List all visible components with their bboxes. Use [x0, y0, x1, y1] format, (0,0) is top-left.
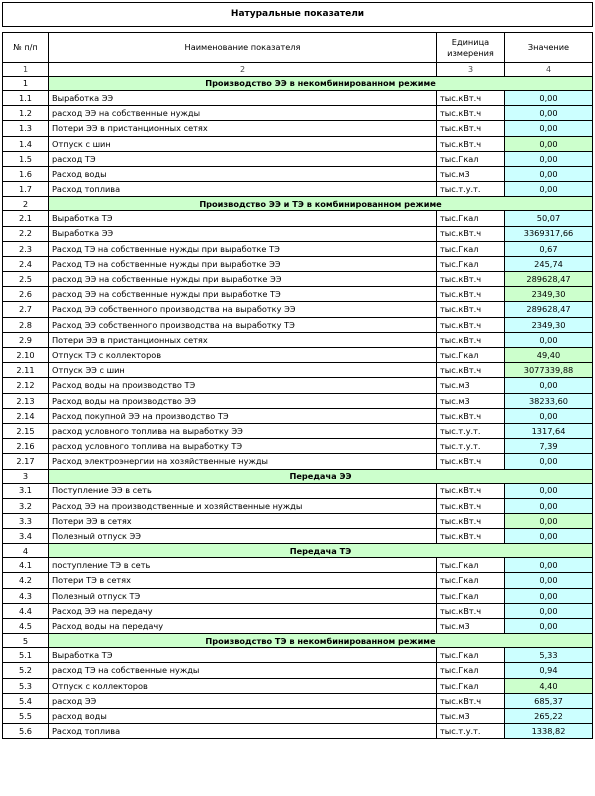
header-value: Значение [505, 33, 593, 63]
table-row [3, 498, 593, 513]
section-row [3, 634, 593, 648]
section-number: 5 [3, 634, 49, 648]
row-number: 1.2 [3, 106, 49, 121]
row-number: 2.3 [3, 241, 49, 256]
value-cell[interactable]: 0,00 [505, 166, 593, 181]
unit-cell: тыс.т.у.т. [437, 439, 505, 454]
indicator-name: расход ЭЭ на собственные нужды при выработке ЭЭ [49, 272, 437, 287]
header-name: Наименование показателя [49, 33, 437, 63]
indicator-name: Выработка ЭЭ [49, 226, 437, 241]
unit-cell: тыс.кВт.ч [437, 498, 505, 513]
table-row [3, 588, 593, 603]
table-row [3, 363, 593, 378]
table-row [3, 182, 593, 197]
unit-cell: тыс.м3 [437, 619, 505, 634]
value-cell[interactable]: 3077339,88 [505, 363, 593, 378]
table-row [3, 256, 593, 271]
row-number: 2.14 [3, 408, 49, 423]
indicator-name: Отпуск ЭЭ с шин [49, 363, 437, 378]
row-number: 5.1 [3, 648, 49, 663]
table-row [3, 332, 593, 347]
header-unit: Единица измерения [437, 33, 505, 63]
indicator-name: Отпуск с шин [49, 136, 437, 151]
row-number: 2.4 [3, 256, 49, 271]
header-num: № п/п [3, 33, 49, 63]
indicator-name: Расход ЭЭ на производственные и хозяйственные нужды [49, 498, 437, 513]
section-row [3, 544, 593, 558]
column-number: 3 [437, 63, 505, 77]
section-row [3, 469, 593, 483]
section-row [3, 77, 593, 91]
indicator-name: Потери ЭЭ в пристанционных сетях [49, 332, 437, 347]
table-row [3, 573, 593, 588]
value-cell[interactable]: 5,33 [505, 648, 593, 663]
value-cell[interactable]: 49,40 [505, 348, 593, 363]
value-cell[interactable]: 0,00 [505, 106, 593, 121]
table-row [3, 454, 593, 469]
section-number: 1 [3, 77, 49, 91]
section-title: Производство ЭЭ и ТЭ в комбинированном режиме [49, 197, 593, 211]
value-cell[interactable]: 0,00 [505, 182, 593, 197]
row-number: 2.6 [3, 287, 49, 302]
unit-cell: тыс.кВт.ч [437, 408, 505, 423]
row-number: 2.1 [3, 211, 49, 226]
indicator-name: расход ЭЭ [49, 693, 437, 708]
value-cell[interactable]: 0,00 [505, 619, 593, 634]
indicator-name: Поступление ЭЭ в сеть [49, 483, 437, 498]
value-cell[interactable]: 265,22 [505, 708, 593, 723]
indicator-name: поступление ТЭ в сеть [49, 558, 437, 573]
table-row [3, 483, 593, 498]
unit-cell: тыс.м3 [437, 708, 505, 723]
row-number: 2.7 [3, 302, 49, 317]
unit-cell: тыс.кВт.ч [437, 136, 505, 151]
table-row [3, 529, 593, 544]
indicator-name: Потери ЭЭ в сетях [49, 513, 437, 528]
indicator-name: Расход ЭЭ собственного производства на выработку ЭЭ [49, 302, 437, 317]
value-cell[interactable]: 3369317,66 [505, 226, 593, 241]
table-row [3, 513, 593, 528]
unit-cell: тыс.Гкал [437, 241, 505, 256]
row-number: 4.4 [3, 603, 49, 618]
row-number: 1.6 [3, 166, 49, 181]
unit-cell: тыс.т.у.т. [437, 423, 505, 438]
indicator-name: Потери ЭЭ в пристанционных сетях [49, 121, 437, 136]
table-row [3, 708, 593, 723]
section-row [3, 197, 593, 211]
value-cell[interactable]: 0,00 [505, 378, 593, 393]
table-row [3, 106, 593, 121]
value-cell[interactable]: 1338,82 [505, 724, 593, 739]
value-cell[interactable]: 2349,30 [505, 317, 593, 332]
unit-cell: тыс.кВт.ч [437, 513, 505, 528]
indicators-table-body [3, 3, 593, 739]
table-row [3, 348, 593, 363]
row-number: 2.17 [3, 454, 49, 469]
row-number: 2.10 [3, 348, 49, 363]
row-number: 2.13 [3, 393, 49, 408]
indicator-name: расход условного топлива на выработку ТЭ [49, 439, 437, 454]
row-number: 2.15 [3, 423, 49, 438]
value-cell[interactable]: 0,00 [505, 454, 593, 469]
indicators-table [2, 2, 593, 739]
unit-cell: тыс.Гкал [437, 558, 505, 573]
indicator-name: Выработка ЭЭ [49, 91, 437, 106]
value-cell[interactable]: 245,74 [505, 256, 593, 271]
unit-cell: тыс.Гкал [437, 573, 505, 588]
value-cell[interactable]: 0,00 [505, 483, 593, 498]
table-row [3, 378, 593, 393]
header-row [3, 33, 593, 63]
value-cell[interactable]: 0,94 [505, 663, 593, 678]
unit-cell: тыс.т.у.т. [437, 182, 505, 197]
table-row [3, 136, 593, 151]
unit-cell: тыс.кВт.ч [437, 603, 505, 618]
row-number: 3.3 [3, 513, 49, 528]
value-cell[interactable]: 1317,64 [505, 423, 593, 438]
unit-cell: тыс.кВт.ч [437, 287, 505, 302]
row-number: 1.3 [3, 121, 49, 136]
title-row [3, 3, 593, 27]
section-title: Производство ТЭ в некомбинированном режиме [49, 634, 593, 648]
table-row [3, 439, 593, 454]
row-number: 1.5 [3, 151, 49, 166]
value-cell[interactable]: 0,00 [505, 588, 593, 603]
value-cell[interactable]: 7,39 [505, 439, 593, 454]
indicator-name: Отпуск ТЭ с коллекторов [49, 348, 437, 363]
row-number: 2.11 [3, 363, 49, 378]
unit-cell: тыс.Гкал [437, 663, 505, 678]
indicator-name: Расход ЭЭ собственного производства на выработку ТЭ [49, 317, 437, 332]
unit-cell: тыс.Гкал [437, 211, 505, 226]
row-number: 5.4 [3, 693, 49, 708]
indicator-name: Расход ТЭ на собственные нужды при выработке ЭЭ [49, 256, 437, 271]
value-cell[interactable]: 685,37 [505, 693, 593, 708]
row-number: 2.2 [3, 226, 49, 241]
indicator-name: Полезный отпуск ТЭ [49, 588, 437, 603]
indicator-name: Потери ТЭ в сетях [49, 573, 437, 588]
unit-cell: тыс.кВт.ч [437, 363, 505, 378]
value-cell[interactable]: 289628,47 [505, 272, 593, 287]
unit-cell: тыс.кВт.ч [437, 483, 505, 498]
column-number: 2 [49, 63, 437, 77]
indicator-name: Расход ТЭ на собственные нужды при выработке ТЭ [49, 241, 437, 256]
value-cell[interactable]: 0,00 [505, 498, 593, 513]
row-number: 2.16 [3, 439, 49, 454]
indicator-name: Расход воды на производство ТЭ [49, 378, 437, 393]
value-cell[interactable]: 0,00 [505, 136, 593, 151]
unit-cell: тыс.Гкал [437, 678, 505, 693]
value-cell[interactable]: 0,00 [505, 91, 593, 106]
value-cell[interactable]: 38233,60 [505, 393, 593, 408]
row-number: 2.12 [3, 378, 49, 393]
table-row [3, 603, 593, 618]
table-row [3, 241, 593, 256]
table-row [3, 317, 593, 332]
indicator-name: Расход воды на передачу [49, 619, 437, 634]
table-row [3, 663, 593, 678]
table-row [3, 408, 593, 423]
unit-cell: тыс.Гкал [437, 648, 505, 663]
unit-cell: тыс.кВт.ч [437, 121, 505, 136]
indicator-name: расход ТЭ [49, 151, 437, 166]
unit-cell: тыс.кВт.ч [437, 332, 505, 347]
row-number: 2.8 [3, 317, 49, 332]
row-number: 5.3 [3, 678, 49, 693]
unit-cell: тыс.кВт.ч [437, 302, 505, 317]
table-row [3, 678, 593, 693]
value-cell[interactable]: 0,00 [505, 558, 593, 573]
table-row [3, 724, 593, 739]
table-row [3, 393, 593, 408]
value-cell[interactable]: 0,00 [505, 121, 593, 136]
indicator-name: Отпуск с коллекторов [49, 678, 437, 693]
indicator-name: Расход электроэнергии на хозяйственные нужды [49, 454, 437, 469]
indicator-name: Расход воды [49, 166, 437, 181]
value-cell[interactable]: 0,00 [505, 513, 593, 528]
value-cell[interactable]: 0,00 [505, 573, 593, 588]
table-row [3, 423, 593, 438]
row-number: 4.3 [3, 588, 49, 603]
indicator-name: расход ТЭ на собственные нужды [49, 663, 437, 678]
row-number: 3.2 [3, 498, 49, 513]
row-number: 2.5 [3, 272, 49, 287]
row-number: 3.1 [3, 483, 49, 498]
unit-cell: тыс.Гкал [437, 256, 505, 271]
unit-cell: тыс.кВт.ч [437, 226, 505, 241]
unit-cell: тыс.кВт.ч [437, 106, 505, 121]
row-number: 1.7 [3, 182, 49, 197]
unit-cell: тыс.м3 [437, 393, 505, 408]
unit-cell: тыс.кВт.ч [437, 454, 505, 469]
value-cell[interactable]: 50,07 [505, 211, 593, 226]
section-number: 4 [3, 544, 49, 558]
indicator-name: Расход топлива [49, 724, 437, 739]
unit-cell: тыс.т.у.т. [437, 724, 505, 739]
sheet-title: Натуральные показатели [3, 3, 593, 27]
row-number: 3.4 [3, 529, 49, 544]
table-row [3, 648, 593, 663]
indicator-name: расход условного топлива на выработку ЭЭ [49, 423, 437, 438]
indicator-name: Выработка ТЭ [49, 648, 437, 663]
section-title: Производство ЭЭ в некомбинированном режиме [49, 77, 593, 91]
unit-cell: тыс.м3 [437, 166, 505, 181]
value-cell[interactable]: 0,00 [505, 332, 593, 347]
indicator-name: Расход покупной ЭЭ на производство ТЭ [49, 408, 437, 423]
table-row [3, 121, 593, 136]
section-title: Передача ТЭ [49, 544, 593, 558]
table-row [3, 619, 593, 634]
unit-cell: тыс.Гкал [437, 348, 505, 363]
column-number: 4 [505, 63, 593, 77]
indicator-name: расход ЭЭ на собственные нужды [49, 106, 437, 121]
unit-cell: тыс.кВт.ч [437, 317, 505, 332]
table-row [3, 287, 593, 302]
row-number: 5.6 [3, 724, 49, 739]
row-number: 4.2 [3, 573, 49, 588]
indicator-name: Расход ЭЭ на передачу [49, 603, 437, 618]
row-number: 2.9 [3, 332, 49, 347]
table-row [3, 211, 593, 226]
unit-cell: тыс.кВт.ч [437, 91, 505, 106]
section-title: Передача ЭЭ [49, 469, 593, 483]
unit-cell: тыс.кВт.ч [437, 529, 505, 544]
value-cell[interactable]: 0,00 [505, 529, 593, 544]
unit-cell: тыс.Гкал [437, 151, 505, 166]
indicator-name: расход воды [49, 708, 437, 723]
table-row [3, 693, 593, 708]
section-number: 2 [3, 197, 49, 211]
table-row [3, 302, 593, 317]
row-number: 4.5 [3, 619, 49, 634]
table-row [3, 151, 593, 166]
unit-cell: тыс.кВт.ч [437, 693, 505, 708]
row-number: 4.1 [3, 558, 49, 573]
unit-cell: тыс.Гкал [437, 588, 505, 603]
row-number: 1.1 [3, 91, 49, 106]
table-row [3, 558, 593, 573]
table-row [3, 91, 593, 106]
row-number: 5.2 [3, 663, 49, 678]
indicator-name: Расход топлива [49, 182, 437, 197]
indicator-name: Выработка ТЭ [49, 211, 437, 226]
value-cell[interactable]: 0,00 [505, 151, 593, 166]
value-cell[interactable]: 0,67 [505, 241, 593, 256]
row-number: 1.4 [3, 136, 49, 151]
indicator-name: Расход воды на производство ЭЭ [49, 393, 437, 408]
value-cell[interactable]: 2349,30 [505, 287, 593, 302]
value-cell[interactable]: 289628,47 [505, 302, 593, 317]
column-number: 1 [3, 63, 49, 77]
indicator-name: Полезный отпуск ЭЭ [49, 529, 437, 544]
value-cell[interactable]: 0,00 [505, 603, 593, 618]
table-row [3, 166, 593, 181]
row-number: 5.5 [3, 708, 49, 723]
unit-cell: тыс.кВт.ч [437, 272, 505, 287]
section-number: 3 [3, 469, 49, 483]
value-cell[interactable]: 4,40 [505, 678, 593, 693]
unit-cell: тыс.м3 [437, 378, 505, 393]
value-cell[interactable]: 0,00 [505, 408, 593, 423]
column-number-row [3, 63, 593, 77]
indicator-name: расход ЭЭ на собственные нужды при выработке ТЭ [49, 287, 437, 302]
table-row [3, 272, 593, 287]
table-row [3, 226, 593, 241]
